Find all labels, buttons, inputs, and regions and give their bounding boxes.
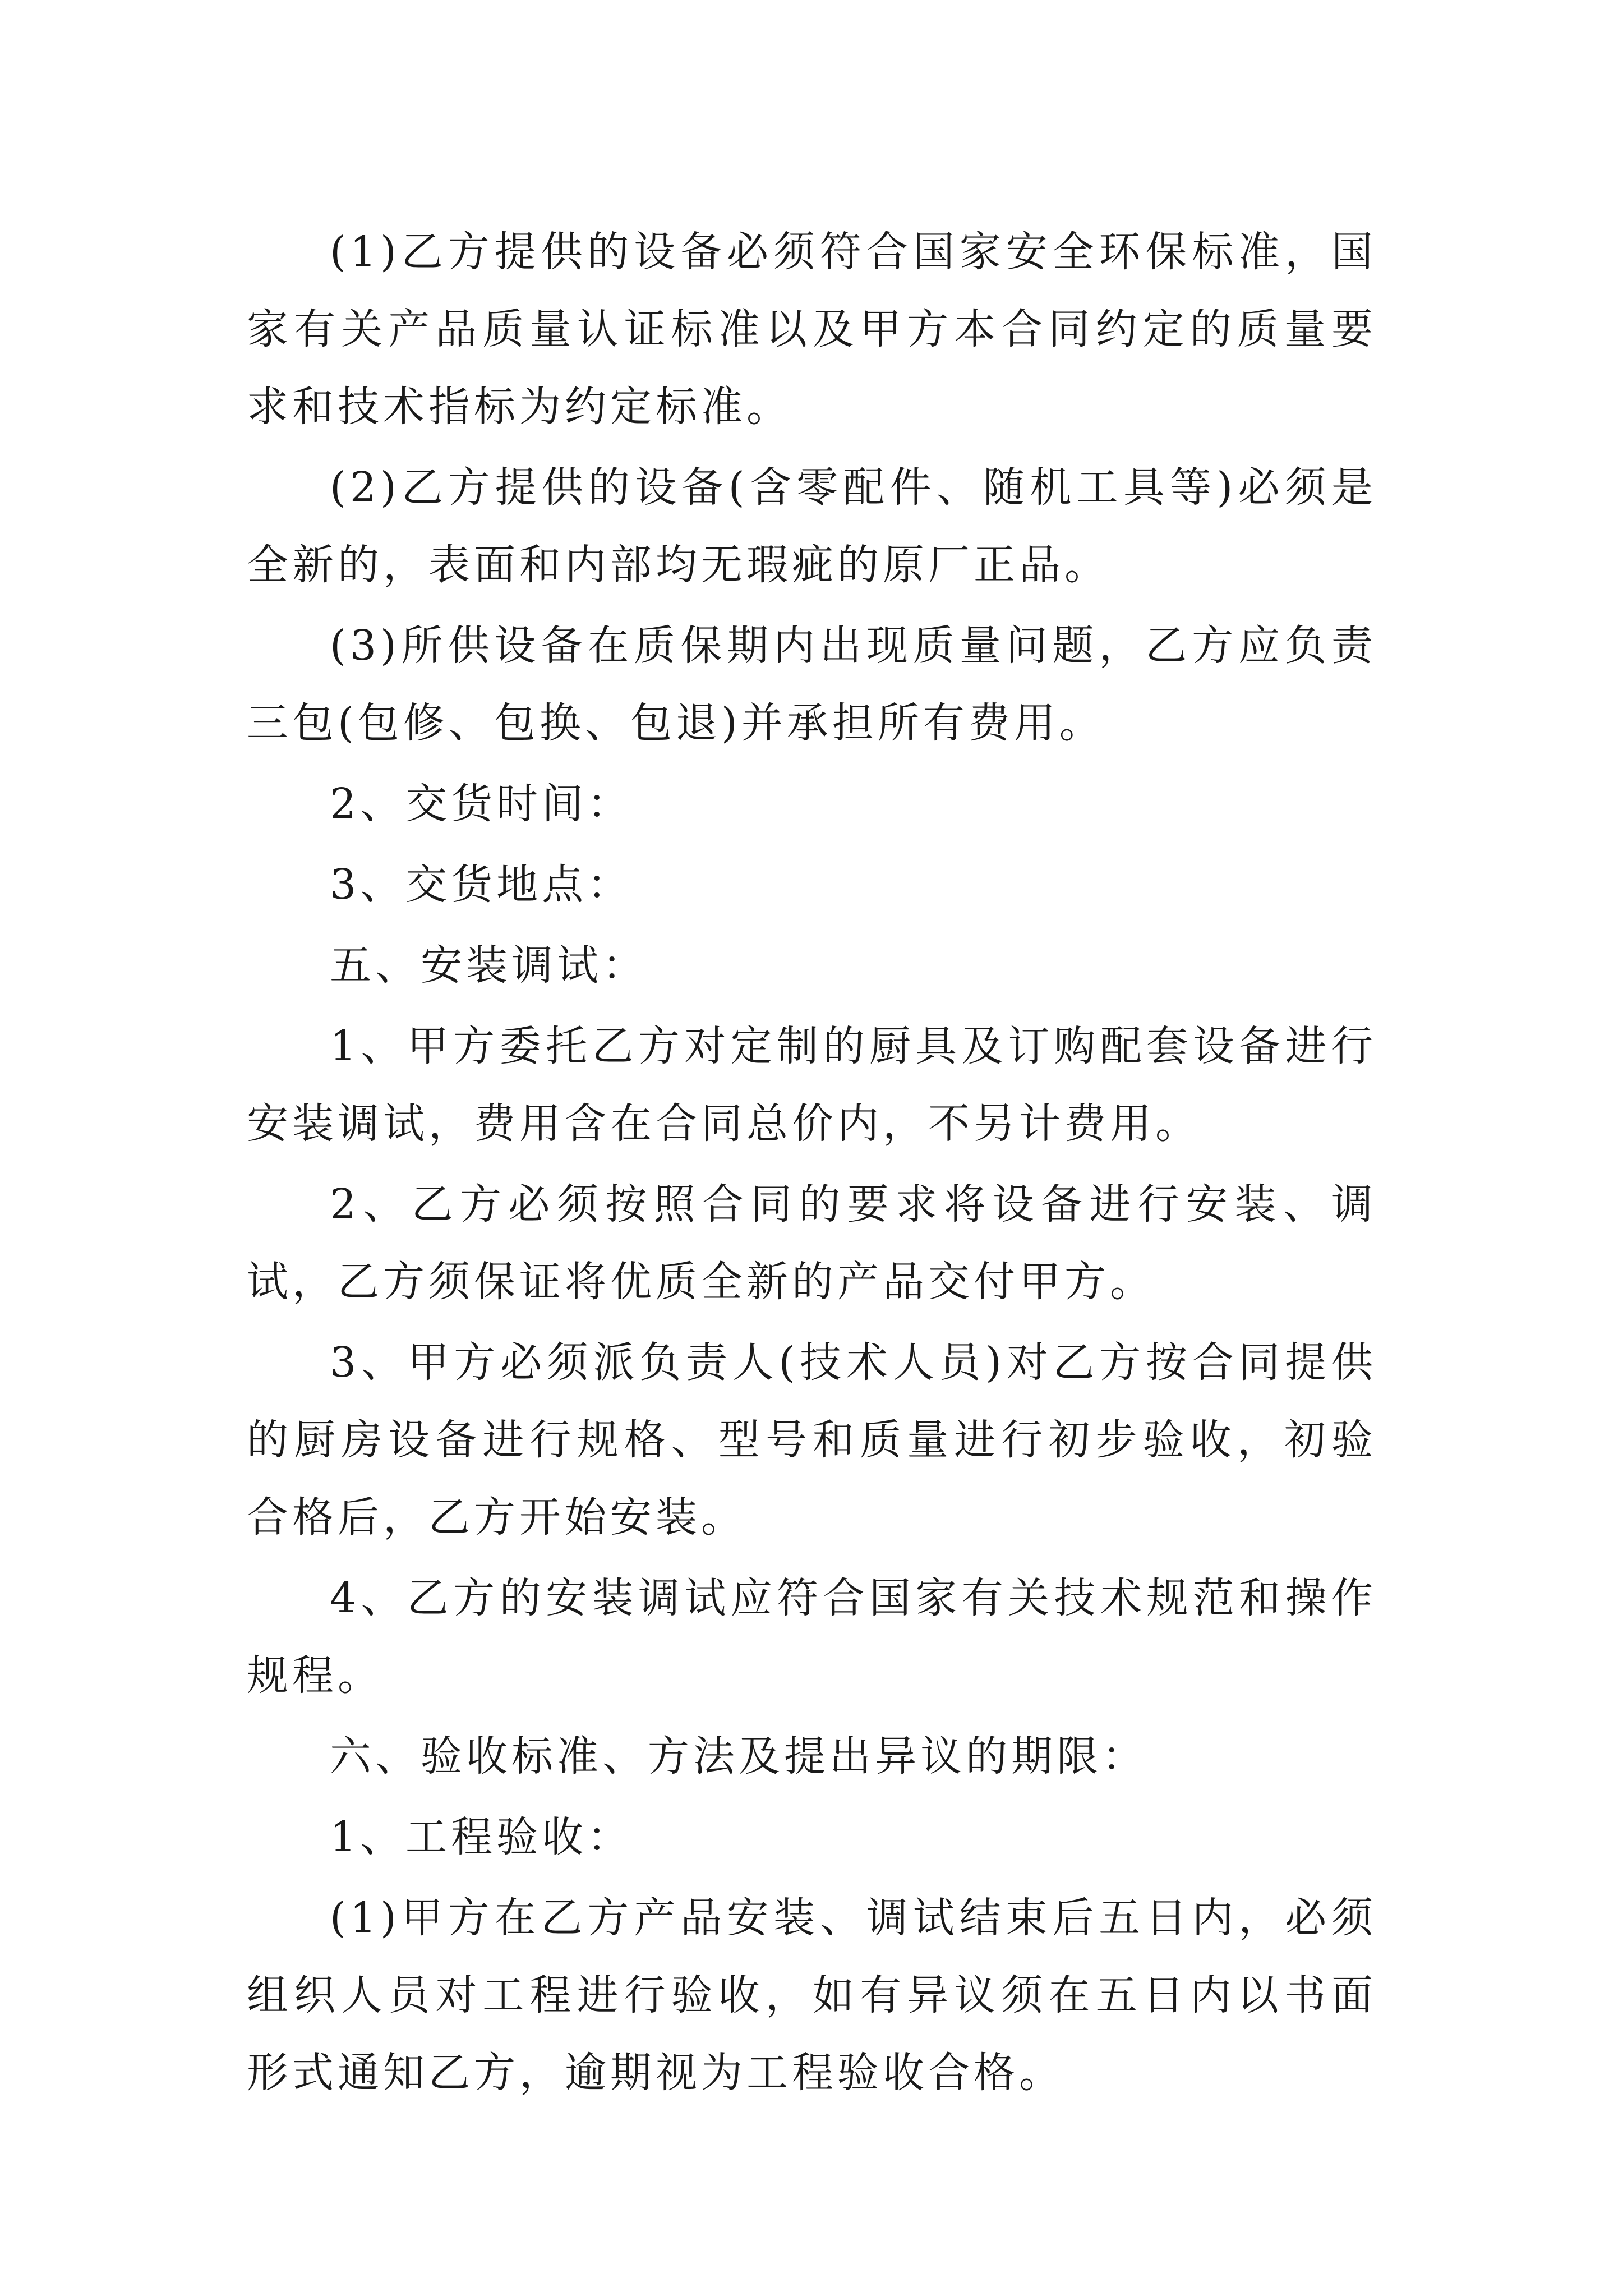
paragraph-delivery-time: 2、交货时间： (330, 780, 633, 828)
paragraph-installation-commission: 1、甲方委托乙方对定制的厨具及订购配套设备进行安装调试，费用含在合同总价内，不另计费用。 (247, 1022, 1377, 1148)
paragraph-delivery-place: 3、交货地点： (330, 861, 633, 909)
paragraph-technical-compliance: 4、乙方的安装调试应符合国家有关技术规范和操作规程。 (247, 1574, 1377, 1700)
paragraph-acceptance-deadline: (1)甲方在乙方产品安装、调试结束后五日内，必须组织人员对工程进行验收，如有异议须在五日内以书面形式通知乙方，逾期视为工程验收合格。 (247, 1894, 1377, 2097)
paragraph-project-acceptance: 1、工程验收： (330, 1813, 633, 1861)
document-page (247, 213, 1377, 2115)
paragraph-new-equipment: (2)乙方提供的设备(含零配件、随机工具等)必须是全新的，表面和内部均无瑕疵的原厂正品。 (247, 463, 1377, 589)
paragraph-preliminary-inspection: 3、甲方必须派负责人(技术人员)对乙方按合同提供的厨房设备进行规格、型号和质量进行初步验收，初验合格后，乙方开始安装。 (247, 1338, 1377, 1542)
paragraph-installation-requirement: 2、乙方必须按照合同的要求将设备进行安装、调试，乙方须保证将优质全新的产品交付甲方。 (247, 1180, 1377, 1306)
paragraph-quality-standard: (1)乙方提供的设备必须符合国家安全环保标准，国家有关产品质量认证标准以及甲方本合同约定的质量要求和技术指标为约定标准。 (247, 228, 1377, 431)
section-heading-acceptance: 六、验收标准、方法及提出异议的期限： (330, 1732, 1147, 1780)
paragraph-warranty: (3)所供设备在质保期内出现质量问题，乙方应负责三包(包修、包换、包退)并承担所有费用。 (247, 622, 1377, 747)
section-heading-installation: 五、安装调试： (330, 941, 648, 990)
